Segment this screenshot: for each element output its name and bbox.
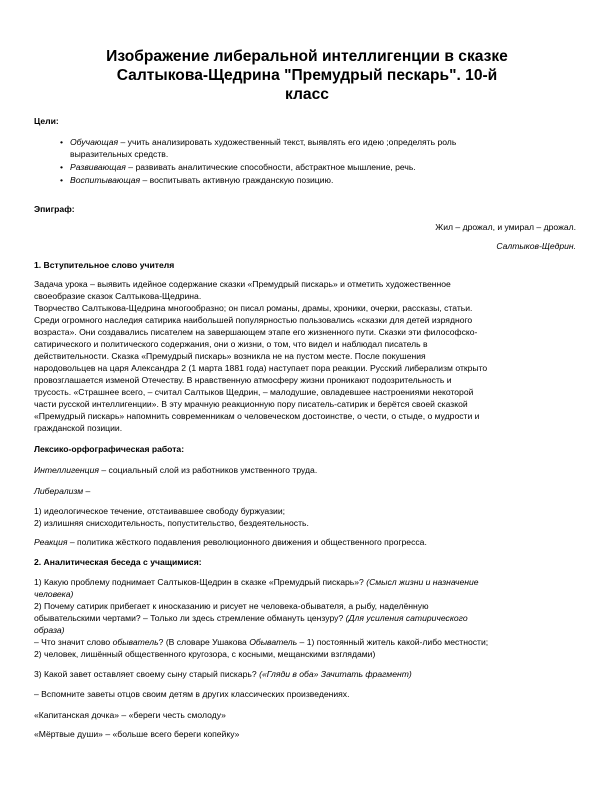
bullet-icon: • (60, 175, 64, 185)
bullet-icon: • (60, 137, 64, 147)
goal-text: – развивать аналитические способности, абстрактное мышление, речь. (125, 162, 416, 172)
section-1-line: гражданской позиции. (34, 423, 123, 433)
section-1-line: трусость. «Страшнее всего, – считал Салтыков Щедрин, – малодушие, овладевшее настроениями некоторой (34, 387, 474, 397)
example-1: «Капитанская дочка» – «береги честь смолоду» (34, 710, 226, 720)
definition-intelligentsia (34, 465, 317, 476)
answer-text: (Для усиления сатирического (345, 613, 468, 623)
goal-term: Воспитывающая (70, 175, 141, 185)
question-3 (34, 669, 412, 680)
answer-text: («Гляди в оба» Зачитать фрагмент) (259, 669, 412, 679)
definition-liberalism-2: 2) излишняя снисходительность, попустительство, бездеятельность. (34, 518, 309, 528)
definition: – (83, 486, 91, 496)
title-line-1: Изображение либеральной интеллигенции в сказке (106, 48, 508, 65)
goal-item-1-cont: выразительных средств. (70, 149, 169, 159)
section-1-line: возраста». Они создавались писателем на завершающем этапе его жизненного пути. Сказки эти философско- (34, 327, 478, 337)
example-2: «Мёртвые души» – «больше всего береги копейку» (34, 729, 240, 739)
question-2: 2) Почему сатирик прибегает к иносказанию и рисует не человека-обывателя, а рыбу, наделённую (34, 601, 429, 611)
section-1-line: части русской интеллигенции». В эту мрачную реакционную пору писатель-сатирик и берётся своей сказкой (34, 399, 468, 409)
section-1-line: действительности. Сказка «Премудрый пискарь» возникла не на пустом месте. После покушения (34, 351, 426, 361)
title-line-2: Салтыкова-Щедрина "Премудрый пескарь". 10-й (116, 67, 498, 84)
page-title (40, 47, 574, 104)
goal-term: Обучающая (70, 137, 119, 147)
question-1 (34, 577, 479, 588)
answer-text-cont: человека) (34, 589, 74, 599)
goal-text: – учить анализировать художественный текст, выявлять его идею ;определять роль (118, 137, 457, 147)
term: Интеллигенция (34, 465, 99, 475)
bullet-icon: • (60, 162, 64, 172)
epigraph-heading: Эпиграф: (34, 204, 75, 214)
goal-term: Развивающая (70, 162, 126, 172)
definition-liberalism (34, 486, 90, 497)
section-1-line: провозглашается изменой Отечеству. В нравственную атмосферу жизни проникают подозрительность и (34, 375, 452, 385)
definition: – политика жёсткого подавления революционного движения и общественного прогресса. (67, 537, 427, 547)
epigraph-quote: Жил – дрожал, и умирал – дрожал. (435, 222, 576, 232)
question-text: ? (В словаре Ушакова (158, 637, 250, 647)
goal-item-2 (70, 162, 416, 173)
goals-heading: Цели: (34, 116, 59, 126)
section-1-line: Среди огромного наследия сатирика наибольшей популярностью пользовались «сказки для детей изрядного (34, 315, 473, 325)
title-line-3: класс (285, 86, 329, 103)
definition: – 1) постоянный житель какой-либо местности; (297, 637, 489, 647)
lexical-heading: Лексико-орфографическая работа: (34, 444, 185, 454)
question-3-sub: – Вспомните заветы отцов своим детям в других классических произведениях. (34, 689, 350, 699)
section-1-line: своеобразие сказок Салтыкова-Щедрина. (34, 291, 202, 301)
definition-liberalism-1: 1) идеологическое течение, отстаивавшее свободу буржуазии; (34, 506, 286, 516)
section-2-heading: 2. Аналитическая беседа с учащимися: (34, 557, 202, 567)
definition-reaction (34, 537, 427, 548)
section-1-line: народовольцев на царя Александра 2 (1 марта 1881 года) наступает пора реакции. Русский либерализм открыто (34, 363, 488, 373)
question-text: 1) Какую проблему поднимает Салтыков-Щедрин в сказке «Премудрый пискарь»? (34, 577, 367, 587)
epigraph-author: Салтыков-Щедрин. (496, 241, 576, 251)
question-2-sub-cont: 2) человек, лишённый общественного кругозора, с косными, мещанскими взглядами) (34, 649, 376, 659)
term: Либерализм (34, 486, 84, 496)
definition: – социальный слой из работников умственного труда. (98, 465, 318, 475)
goal-text: – воспитывать активную гражданскую позицию. (140, 175, 334, 185)
section-1-line: «Премудрый пискарь» напомнить современникам о человеческом достоинстве, о чести, о стыде, о мудрости и (34, 411, 480, 421)
question-text: 3) Какой завет оставляет своему сыну старый пискарь? (34, 669, 260, 679)
question-2-cont (34, 613, 468, 624)
section-1-line: сатирического и политического содержания, они о жизни, о том, что видел и наблюдал писатель в (34, 339, 428, 349)
term: обыватель (112, 637, 159, 647)
question-2-sub (34, 637, 488, 648)
answer-text: (Смысл жизни и назначение (366, 577, 479, 587)
question-text: – Что значит слово (34, 637, 113, 647)
section-1-line: Творчество Салтыкова-Щедрина многообразно; он писал романы, драмы, хроники, очерки, рассказы, статьи. (34, 303, 473, 313)
question-text: обывательскими чертами? – Только ли здесь стремление обмануть цензуру? (34, 613, 346, 623)
goal-item-1 (70, 137, 456, 148)
answer-text-cont: образа) (34, 625, 65, 635)
goal-item-3 (70, 175, 333, 186)
term: Обыватель (249, 637, 298, 647)
section-1-heading: 1. Вступительное слово учителя (34, 260, 175, 270)
section-1-line: Задача урока – выявить идейное содержание сказки «Премудрый пискарь» и отметить художественное (34, 279, 451, 289)
term: Реакция (34, 537, 68, 547)
